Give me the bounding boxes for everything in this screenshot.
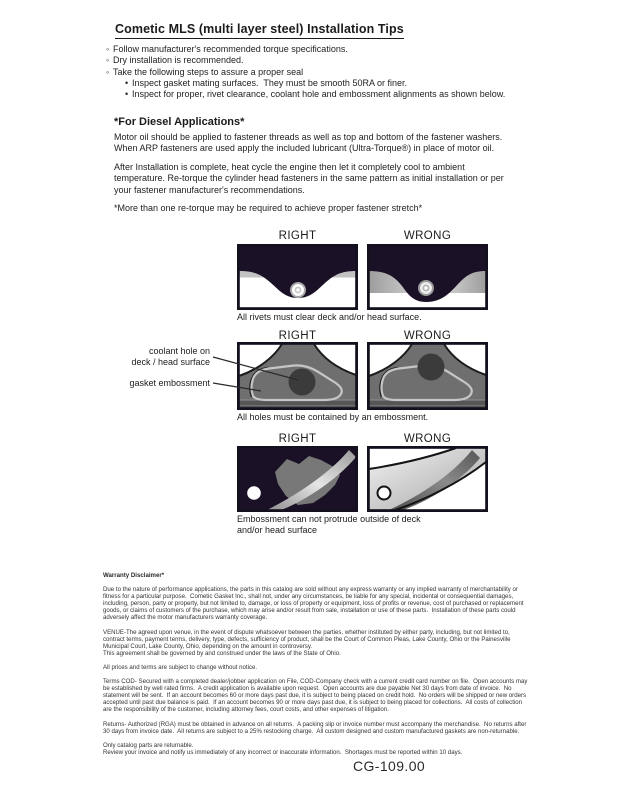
circle-bullet-icon: ◦	[106, 44, 110, 54]
catalog-parts-line: Only catalog parts are returnable.	[103, 741, 194, 749]
terms-cod-paragraph: Terms COD- Secured with a completed dealer/jobber application on File, COD-Company check with a current credit card number on file. Open accounts may be established by well rated firms. A credit application is available upon request. Open accounts are due payable Net 30 days from date of invoice. No statement will be sent. If an account becomes 60 or more days past due, it is subject to being placed on credit hold. No orders will be shipped or new orders accepted until past due balance is paid. If an account becomes 90 or more days past due, it is subject to being placed for collections. All costs of collection are the responsibility of the customer, including attorney fees, court costs, and other expenses of litigation.	[103, 678, 530, 714]
list-item	[125, 78, 576, 89]
warranty-heading: Warranty Disclaimer*	[103, 572, 165, 579]
wrong-label-row1: WRONG	[403, 230, 452, 242]
right-label-row3: RIGHT	[278, 433, 317, 445]
circle-bullet-icon: ◦	[106, 55, 110, 66]
wrong-label-row3: WRONG	[403, 433, 452, 445]
list-item	[106, 55, 576, 66]
warranty-paragraph: Due to the nature of performance applications, the parts in this catalog are sold without any express warranty or any implied warranty of merchantability or fitness for a particular purpose. Cometic Gasket Inc., shall not, under any circumstances, be liable for any special, incidental or consequential damages, including, person, party or property, but not limited to, damage, or loss of property or equipment, loss of profits or revenue, cost of purchased or replacement goods, or claims of customers of the purchase, which may arise and/or result from sale, installation or use of these parts. Installation of these parts could adversely affect the motor manufacturers warranty coverage.	[103, 586, 526, 622]
bolt-hole	[247, 486, 261, 500]
rivet-right-diagram	[237, 244, 358, 310]
prices-terms-line: All prices and terms are subject to change without notice.	[103, 663, 258, 671]
coolant-hole	[418, 354, 445, 381]
bullet-text: Inspect for proper, rivet clearance, coolant hole and embossment alignments as shown below.	[132, 89, 506, 99]
bullet-text: Inspect gasket mating surfaces. They must be smooth 50RA or finer.	[132, 77, 407, 88]
rivet-wrong-diagram	[367, 244, 488, 310]
bullet-text: Dry installation is recommended.	[113, 55, 244, 66]
coolant-hole-label: coolant hole on deck / head surface	[131, 346, 210, 367]
row2-caption: All holes must be contained by an embossment.	[237, 412, 429, 422]
warranty-section	[103, 572, 529, 763]
rivet	[290, 282, 306, 298]
wrong-label-row2: WRONG	[403, 330, 452, 342]
venue-paragraph: VENUE-The agreed upon venue, in the event of dispute whatsoever between the parties, whether instituted by either party, including, but not limited to, contract terms, payment terms, delivery, type, defects, sufficiency of product, shall be the Court of Common Pleas, Lake County, Ohio or the Painesville Municipal Court, Lake County, Ohio, depending on the amount in controversy.	[103, 628, 513, 650]
returns-paragraph: Returns- Authorized (RGA) must be obtained in advance on all returns. A packing slip or invoice number must accompany the merchandise. No returns after 30 days from invoice date. All returns are subject to a 25% restocking charge. All custom designed and custom manufactured gaskets are non-returnable.	[103, 720, 529, 735]
review-invoice-line: Review your invoice and notify us immediately of any incorrect or inaccurate information. Shortages must be reported within 10 days.	[103, 748, 463, 756]
diesel-paragraph-2: After Installation is complete, heat cycle the engine then let it completely cool to ambient temperature. Re-torque the cylinder head fasteners in the same pattern as initial installation or per your fastener manufacturer's recommendations.	[114, 162, 507, 195]
list-item	[106, 44, 576, 55]
right-label-row1: RIGHT	[278, 230, 317, 242]
page-title: Cometic MLS (multi layer steel) Installation Tips	[115, 22, 404, 39]
list-item	[106, 67, 576, 78]
retorque-note: *More than one re-torque may be required to achieve proper fastener stretch*	[114, 203, 423, 213]
protrusion-wrong-diagram	[367, 446, 488, 512]
rivet	[418, 280, 434, 296]
dot-bullet-icon: •	[125, 89, 129, 99]
circle-bullet-icon: ◦	[106, 66, 110, 77]
install-tips-list	[106, 44, 576, 100]
embossment-wrong-diagram	[367, 342, 488, 410]
protrusion-right-diagram	[237, 446, 358, 512]
page-code: CG-109.00	[353, 758, 426, 774]
row3-caption: Embossment can not protrude outside of deck and/or head surface	[237, 514, 421, 536]
right-label-row2: RIGHT	[278, 330, 317, 342]
bullet-text: Take the following steps to assure a proper seal	[113, 66, 304, 77]
diesel-applications-heading: *For Diesel Applications*	[114, 116, 245, 128]
governing-law-line: This agreement shall be governed by and construed under the laws of the State of Ohio.	[103, 649, 341, 657]
diesel-paragraph-1: Motor oil should be applied to fastener threads as well as top and bottom of the fastener washers. When ARP fasteners are used apply the included lubricant (Ultra-Torque®) in place of motor oil.	[114, 132, 505, 154]
bullet-text: Follow manufacturer's recommended torque specifications.	[113, 44, 348, 54]
gasket-embossment-label: gasket embossment	[129, 378, 210, 388]
embossment-right-diagram	[237, 342, 358, 410]
dot-bullet-icon: •	[125, 77, 129, 88]
coolant-hole	[289, 369, 316, 396]
list-item	[125, 89, 576, 100]
row1-caption: All rivets must clear deck and/or head surface.	[237, 312, 422, 322]
bolt-hole	[378, 487, 391, 500]
